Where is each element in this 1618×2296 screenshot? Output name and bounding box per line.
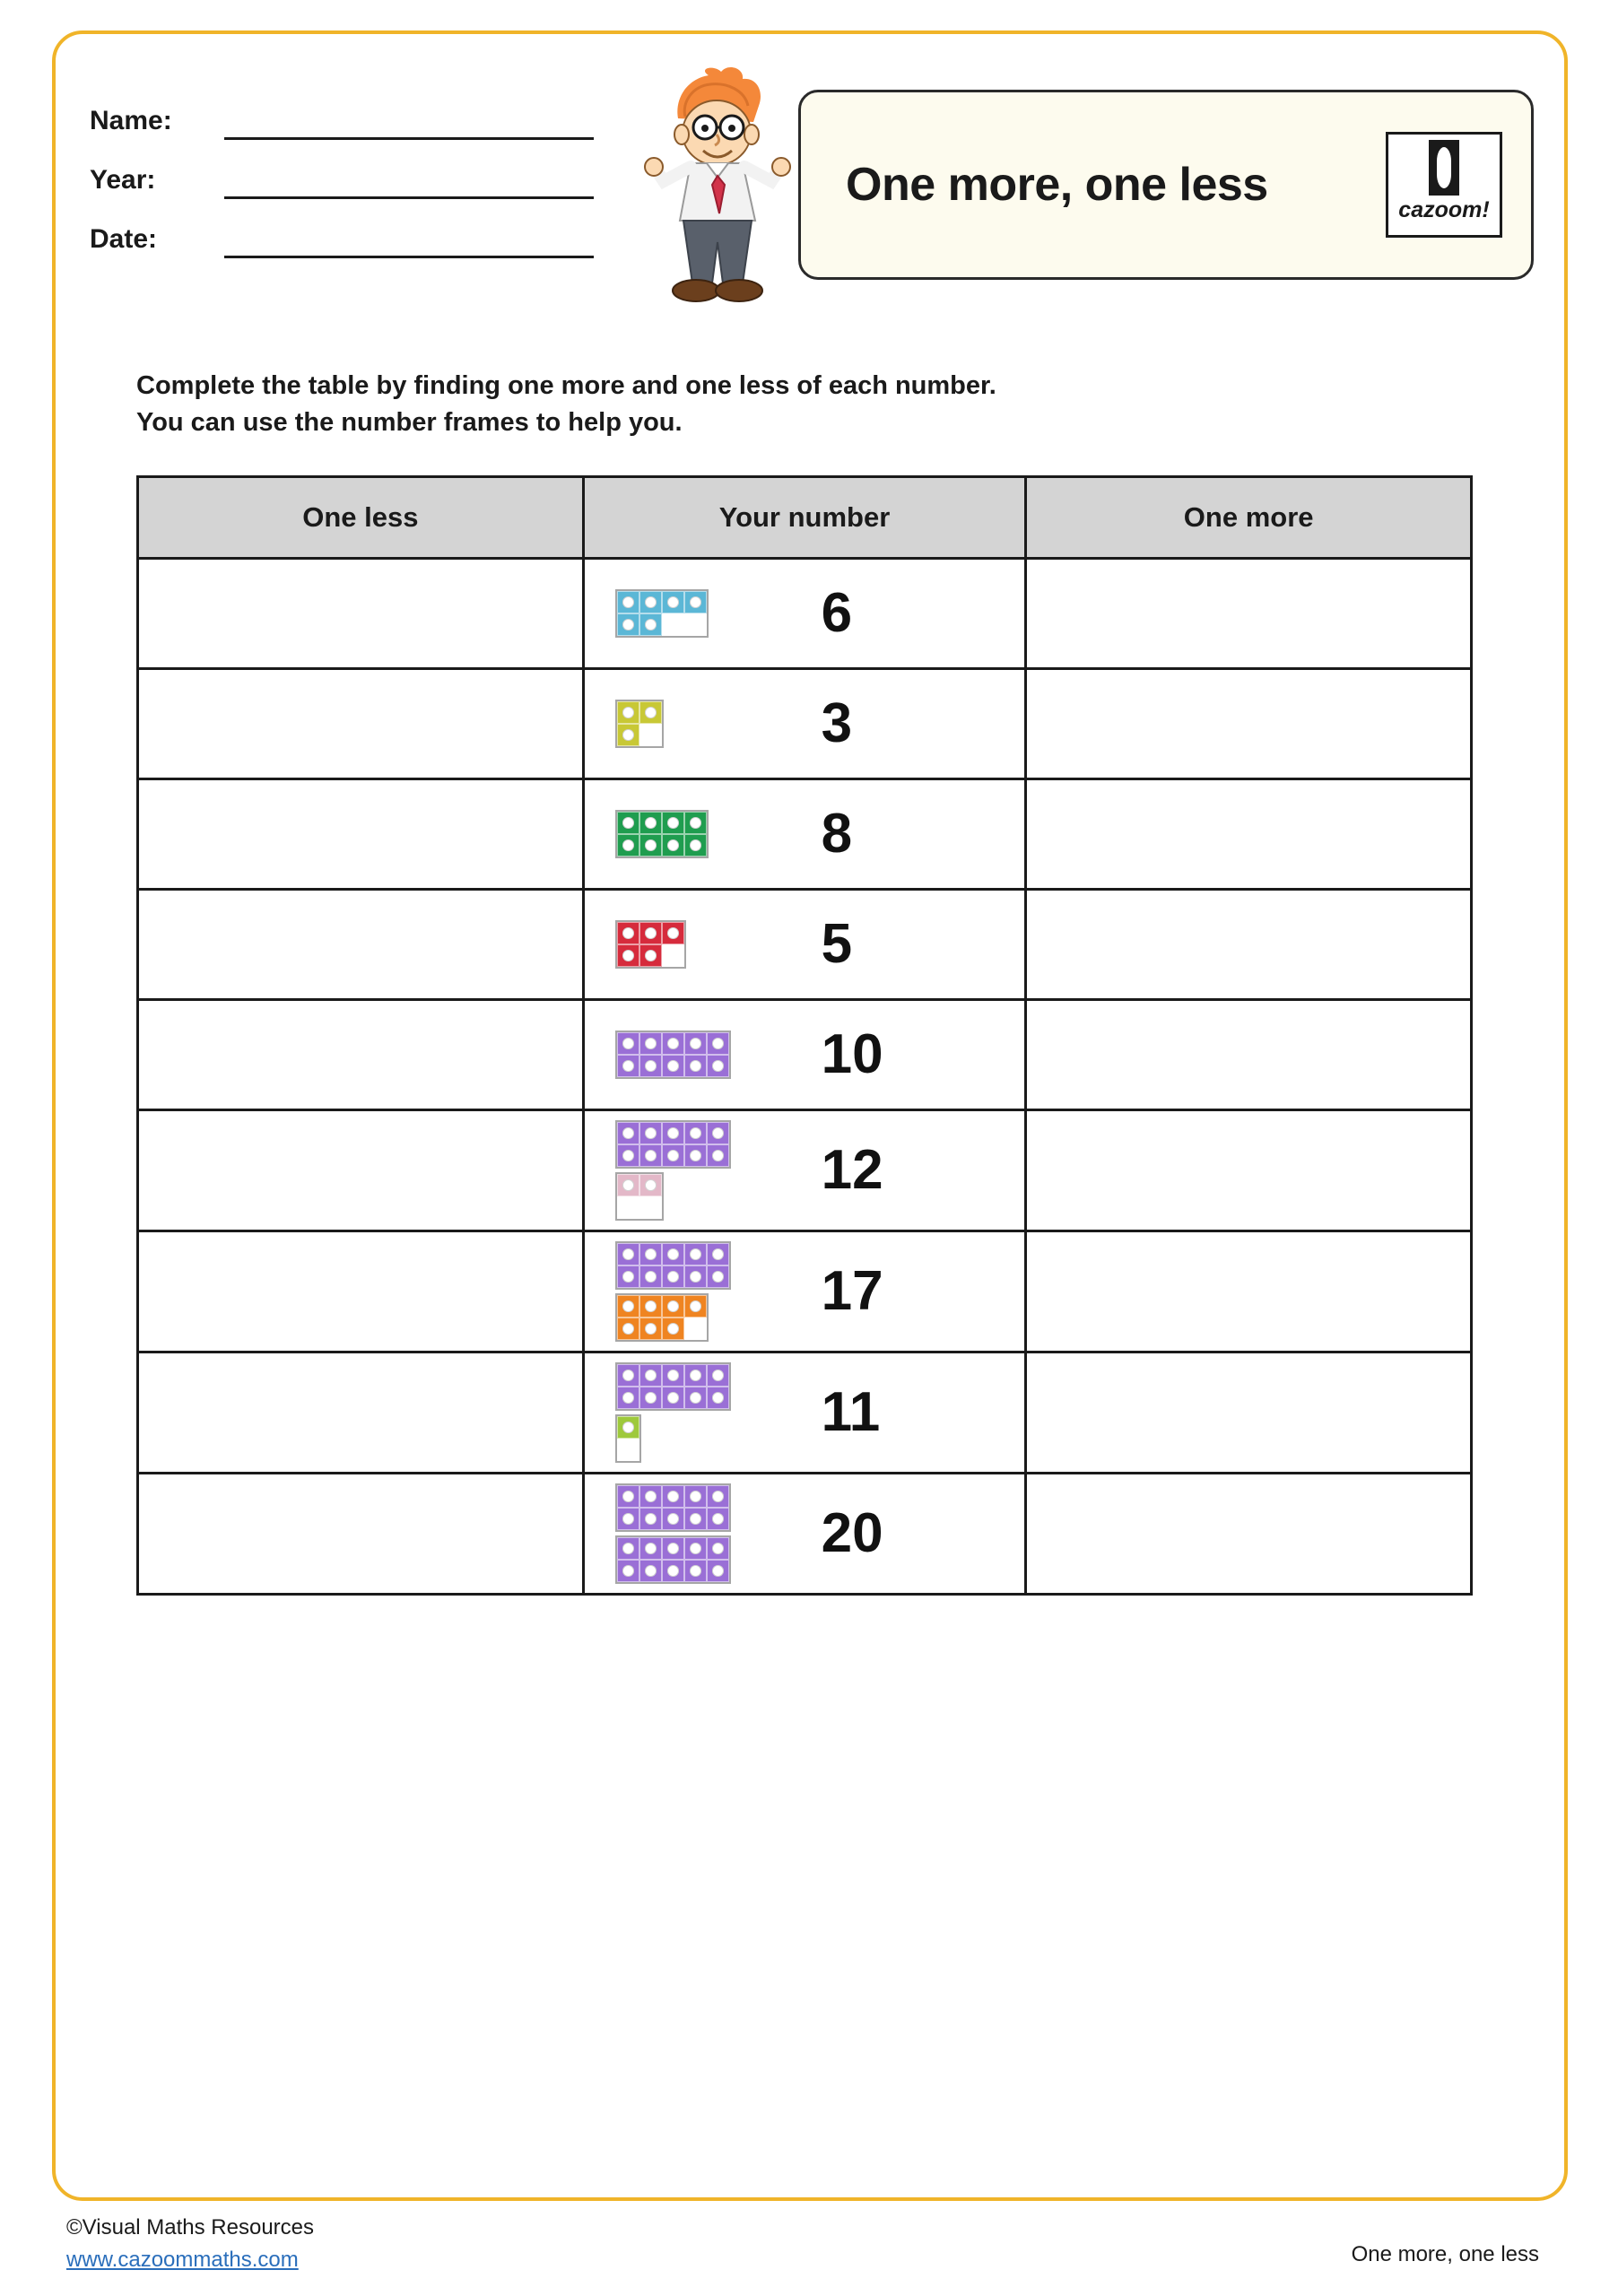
frame-cell-filled xyxy=(639,922,662,944)
frame-hole xyxy=(667,1370,679,1381)
frame-cell-filled xyxy=(617,591,639,613)
frame-cell-filled xyxy=(662,1485,684,1508)
one-less-answer-cell[interactable] xyxy=(138,1474,584,1595)
field-year-label: Year: xyxy=(90,165,156,195)
number-value: 8 xyxy=(821,803,853,865)
frame-cell-filled xyxy=(617,1416,639,1439)
field-year-input[interactable] xyxy=(224,161,594,199)
title-box xyxy=(798,90,1534,280)
one-more-answer-cell[interactable] xyxy=(1026,1231,1472,1352)
frame-cell-filled xyxy=(707,1560,729,1582)
frame-cell-empty xyxy=(684,613,707,636)
frame-hole xyxy=(667,839,679,851)
number-frames-group xyxy=(615,1031,795,1079)
number-frames-group xyxy=(615,1120,795,1221)
frame-hole xyxy=(690,1271,701,1283)
frame-cell-filled xyxy=(617,1560,639,1582)
frame-cell-filled xyxy=(617,1032,639,1055)
number-frames-group xyxy=(615,700,795,748)
number-frames-group xyxy=(615,810,795,858)
frame-hole xyxy=(622,1179,634,1191)
frame-hole xyxy=(622,1491,634,1502)
frame-hole xyxy=(690,1370,701,1381)
frame-hole xyxy=(712,1513,724,1525)
frame-hole xyxy=(667,596,679,608)
frame-cell-filled xyxy=(617,1318,639,1340)
frame-cell-filled xyxy=(684,1485,707,1508)
frame-cell-filled xyxy=(617,1174,639,1196)
table-row xyxy=(138,1474,1472,1595)
footer-sheet-title: One more, one less xyxy=(1351,2242,1539,2266)
number-value: 11 xyxy=(821,1381,881,1443)
footer-left xyxy=(66,2212,314,2276)
frame-cell-filled xyxy=(617,944,639,967)
frame-cell-filled xyxy=(684,1560,707,1582)
frame-hole xyxy=(712,1392,724,1404)
frame-cell-filled xyxy=(684,834,707,857)
frame-cell-filled xyxy=(639,1055,662,1077)
frame-cell-filled xyxy=(639,701,662,724)
frame-hole xyxy=(690,596,701,608)
field-name-input[interactable] xyxy=(224,101,594,140)
frame-hole xyxy=(712,1565,724,1577)
frame-hole xyxy=(622,1565,634,1577)
frame-cell-filled xyxy=(684,1364,707,1387)
frame-cell-filled xyxy=(662,922,684,944)
frame-cell-filled xyxy=(662,1243,684,1265)
frame-cell-filled xyxy=(639,1318,662,1340)
column-header-one-less: One less xyxy=(138,477,584,559)
frame-cell-filled xyxy=(617,1364,639,1387)
frame-cell-filled xyxy=(684,1243,707,1265)
number-frame xyxy=(615,1414,641,1463)
frame-cell-filled xyxy=(617,1485,639,1508)
frame-cell-filled xyxy=(707,1508,729,1530)
frame-hole xyxy=(622,1323,634,1335)
one-less-answer-cell[interactable] xyxy=(138,669,584,779)
table-row xyxy=(138,779,1472,890)
frame-cell-filled xyxy=(639,812,662,834)
frame-hole xyxy=(690,1565,701,1577)
number-frame xyxy=(615,1483,731,1532)
frame-hole xyxy=(622,1370,634,1381)
frame-hole xyxy=(667,1323,679,1335)
frame-hole xyxy=(712,1060,724,1072)
frame-hole xyxy=(667,1543,679,1554)
one-more-answer-cell[interactable] xyxy=(1026,890,1472,1000)
frame-hole xyxy=(622,1543,634,1554)
number-frames-group xyxy=(615,1362,795,1463)
frame-hole xyxy=(667,1513,679,1525)
frame-hole xyxy=(645,1038,657,1049)
teacher-mascot-icon xyxy=(628,63,807,323)
number-frame xyxy=(615,920,686,969)
frame-hole xyxy=(622,1271,634,1283)
frame-hole xyxy=(622,1248,634,1260)
frame-hole xyxy=(712,1038,724,1049)
your-number-cell xyxy=(583,890,1026,1000)
instructions xyxy=(136,368,1482,441)
frame-hole xyxy=(712,1491,724,1502)
frame-cell-empty xyxy=(662,613,684,636)
frame-hole xyxy=(645,1300,657,1312)
number-frame xyxy=(615,1031,731,1079)
instructions-line-1: Complete the table by finding one more and one less of each number. xyxy=(136,371,996,400)
frame-hole xyxy=(622,729,634,741)
frame-cell-filled xyxy=(617,701,639,724)
one-less-answer-cell[interactable] xyxy=(138,1231,584,1352)
frame-hole xyxy=(645,1491,657,1502)
frame-cell-filled xyxy=(662,1032,684,1055)
frame-cell-filled xyxy=(707,1144,729,1167)
frame-cell-filled xyxy=(684,1265,707,1288)
frame-cell-filled xyxy=(639,1537,662,1560)
number-frame xyxy=(615,1535,731,1584)
frame-hole xyxy=(645,1060,657,1072)
frame-cell-filled xyxy=(684,1537,707,1560)
your-number-cell xyxy=(583,669,1026,779)
frame-cell-filled xyxy=(617,1243,639,1265)
frame-hole xyxy=(622,1150,634,1161)
frame-cell-filled xyxy=(639,1265,662,1288)
frame-hole xyxy=(622,817,634,829)
website-link[interactable]: www.cazoommaths.com xyxy=(66,2248,299,2272)
frame-cell-filled xyxy=(662,834,684,857)
field-date xyxy=(90,199,610,258)
frame-cell-filled xyxy=(617,812,639,834)
frame-cell-filled xyxy=(639,1243,662,1265)
frame-hole xyxy=(667,1127,679,1139)
field-date-input[interactable] xyxy=(224,220,594,258)
frame-hole xyxy=(667,1565,679,1577)
one-less-answer-cell[interactable] xyxy=(138,779,584,890)
frame-cell-filled xyxy=(662,591,684,613)
frame-cell-filled xyxy=(684,591,707,613)
frame-cell-filled xyxy=(707,1055,729,1077)
one-more-answer-cell[interactable] xyxy=(1026,1474,1472,1595)
frame-hole xyxy=(622,1422,634,1433)
one-more-answer-cell[interactable] xyxy=(1026,559,1472,669)
frame-hole xyxy=(622,1513,634,1525)
one-less-answer-cell[interactable] xyxy=(138,1000,584,1110)
frame-cell-filled xyxy=(684,1055,707,1077)
number-frame xyxy=(615,810,709,858)
frame-hole xyxy=(690,1127,701,1139)
frame-cell-filled xyxy=(707,1364,729,1387)
frame-hole xyxy=(690,1543,701,1554)
page-title: One more, one less xyxy=(846,159,1268,211)
number-value: 3 xyxy=(821,692,853,754)
your-number-cell xyxy=(583,1231,1026,1352)
frame-cell-empty xyxy=(639,1196,662,1219)
frame-hole xyxy=(645,1323,657,1335)
frame-hole xyxy=(667,1491,679,1502)
frame-hole xyxy=(645,1392,657,1404)
frame-cell-filled xyxy=(684,1122,707,1144)
number-frame xyxy=(615,1172,664,1221)
table-body xyxy=(138,559,1472,1595)
frame-cell-filled xyxy=(662,1265,684,1288)
field-name xyxy=(90,81,610,140)
number-frame xyxy=(615,1362,731,1411)
frame-cell-filled xyxy=(617,724,639,746)
one-more-answer-cell[interactable] xyxy=(1026,1352,1472,1474)
frame-cell-filled xyxy=(707,1387,729,1409)
frame-hole xyxy=(667,1271,679,1283)
frame-cell-empty xyxy=(617,1439,639,1461)
frame-cell-filled xyxy=(707,1122,729,1144)
worksheet-header xyxy=(90,72,1534,305)
frame-cell-filled xyxy=(684,1387,707,1409)
frame-cell-filled xyxy=(662,1144,684,1167)
frame-hole xyxy=(622,619,634,631)
frame-cell-filled xyxy=(617,1265,639,1288)
frame-cell-empty xyxy=(617,1196,639,1219)
one-less-answer-cell[interactable] xyxy=(138,559,584,669)
number-frames-group xyxy=(615,589,795,638)
your-number-cell xyxy=(583,559,1026,669)
frame-hole xyxy=(622,1392,634,1404)
frame-hole xyxy=(667,1060,679,1072)
frame-cell-filled xyxy=(617,1387,639,1409)
cazoom-logo xyxy=(1386,132,1502,238)
frame-cell-filled xyxy=(707,1265,729,1288)
frame-cell-filled xyxy=(617,834,639,857)
one-less-answer-cell[interactable] xyxy=(138,1352,584,1474)
number-value: 17 xyxy=(821,1260,883,1322)
frame-cell-filled xyxy=(639,1364,662,1387)
frame-cell-filled xyxy=(662,1508,684,1530)
frame-hole xyxy=(690,1248,701,1260)
frame-hole xyxy=(645,1271,657,1283)
field-name-label: Name: xyxy=(90,106,172,135)
frame-hole xyxy=(645,950,657,961)
frame-cell-filled xyxy=(617,1295,639,1318)
frame-hole xyxy=(712,1370,724,1381)
frame-hole xyxy=(645,927,657,939)
frame-hole xyxy=(645,1248,657,1260)
your-number-cell xyxy=(583,1352,1026,1474)
your-number-cell xyxy=(583,1474,1026,1595)
frame-cell-filled xyxy=(662,1295,684,1318)
frame-hole xyxy=(645,1543,657,1554)
frame-cell-filled xyxy=(662,812,684,834)
frame-cell-filled xyxy=(639,1387,662,1409)
frame-hole xyxy=(667,1300,679,1312)
frame-cell-empty xyxy=(639,724,662,746)
number-frame xyxy=(615,1120,731,1169)
frame-hole xyxy=(645,1370,657,1381)
frame-cell-filled xyxy=(707,1537,729,1560)
one-more-answer-cell[interactable] xyxy=(1026,1000,1472,1110)
frame-hole xyxy=(622,1127,634,1139)
frame-cell-filled xyxy=(639,1295,662,1318)
frame-cell-filled xyxy=(639,1508,662,1530)
frame-cell-filled xyxy=(684,1295,707,1318)
column-header-one-more: One more xyxy=(1026,477,1472,559)
frame-hole xyxy=(645,1179,657,1191)
frame-hole xyxy=(622,1038,634,1049)
frame-cell-filled xyxy=(639,1174,662,1196)
table-row xyxy=(138,1231,1472,1352)
table-row xyxy=(138,669,1472,779)
frame-cell-filled xyxy=(662,1055,684,1077)
frame-hole xyxy=(712,1271,724,1283)
frame-hole xyxy=(645,707,657,718)
frame-cell-filled xyxy=(617,1055,639,1077)
one-less-answer-cell[interactable] xyxy=(138,890,584,1000)
frame-hole xyxy=(622,927,634,939)
frame-cell-empty xyxy=(662,944,684,967)
frame-cell-filled xyxy=(662,1122,684,1144)
frame-cell-filled xyxy=(684,1508,707,1530)
frame-hole xyxy=(645,1150,657,1161)
column-header-your-number: Your number xyxy=(583,477,1026,559)
frame-hole xyxy=(667,817,679,829)
student-fields xyxy=(90,81,610,258)
number-value: 20 xyxy=(821,1502,883,1564)
frame-cell-filled xyxy=(639,1485,662,1508)
frame-hole xyxy=(712,1248,724,1260)
number-value: 5 xyxy=(821,913,853,975)
frame-hole xyxy=(645,1513,657,1525)
frame-cell-filled xyxy=(617,1122,639,1144)
frame-cell-filled xyxy=(662,1537,684,1560)
frame-cell-filled xyxy=(639,1122,662,1144)
frame-hole xyxy=(667,1248,679,1260)
number-frames-group xyxy=(615,920,795,969)
frame-cell-filled xyxy=(617,922,639,944)
your-number-cell xyxy=(583,779,1026,890)
logo-wordmark: cazoom! xyxy=(1398,197,1490,222)
frame-hole xyxy=(690,1513,701,1525)
frame-cell-filled xyxy=(662,1318,684,1340)
frame-hole xyxy=(690,1392,701,1404)
field-date-label: Date: xyxy=(90,224,158,254)
one-less-answer-cell[interactable] xyxy=(138,1110,584,1231)
frame-cell-filled xyxy=(684,812,707,834)
frame-cell-filled xyxy=(662,1560,684,1582)
frame-cell-filled xyxy=(639,1032,662,1055)
frame-cell-filled xyxy=(617,1508,639,1530)
frame-cell-filled xyxy=(617,613,639,636)
number-value: 10 xyxy=(821,1023,883,1085)
frame-hole xyxy=(667,1150,679,1161)
frame-cell-empty xyxy=(684,1318,707,1340)
frame-hole xyxy=(645,1127,657,1139)
your-number-cell xyxy=(583,1000,1026,1110)
frame-cell-filled xyxy=(662,1364,684,1387)
frame-hole xyxy=(690,817,701,829)
frame-cell-filled xyxy=(617,1537,639,1560)
frame-hole xyxy=(645,596,657,608)
frame-hole xyxy=(645,817,657,829)
table-row xyxy=(138,559,1472,669)
frame-hole xyxy=(690,1038,701,1049)
frame-hole xyxy=(690,1150,701,1161)
table-row xyxy=(138,1000,1472,1110)
field-year xyxy=(90,140,610,199)
logo-mark-icon xyxy=(1429,140,1459,196)
number-frame xyxy=(615,1241,731,1290)
table-row xyxy=(138,1110,1472,1231)
frame-cell-filled xyxy=(639,1144,662,1167)
table-row xyxy=(138,890,1472,1000)
frame-cell-filled xyxy=(662,1387,684,1409)
frame-cell-filled xyxy=(707,1243,729,1265)
one-more-answer-cell[interactable] xyxy=(1026,1110,1472,1231)
number-value: 12 xyxy=(821,1139,883,1201)
frame-cell-filled xyxy=(639,613,662,636)
frame-hole xyxy=(667,927,679,939)
frame-hole xyxy=(622,1300,634,1312)
frame-hole xyxy=(690,1060,701,1072)
frame-hole xyxy=(667,1392,679,1404)
frame-hole xyxy=(622,1060,634,1072)
number-value: 6 xyxy=(821,582,853,644)
number-frames-group xyxy=(615,1483,795,1584)
instructions-line-2: You can use the number frames to help you. xyxy=(136,408,683,438)
frame-cell-filled xyxy=(639,591,662,613)
table-row xyxy=(138,1352,1472,1474)
one-more-answer-cell[interactable] xyxy=(1026,779,1472,890)
frame-hole xyxy=(712,1127,724,1139)
copyright-text: ©Visual Maths Resources xyxy=(66,2215,315,2239)
frame-cell-filled xyxy=(617,1144,639,1167)
frame-hole xyxy=(667,1038,679,1049)
frame-cell-filled xyxy=(707,1485,729,1508)
frame-hole xyxy=(622,707,634,718)
frame-hole xyxy=(622,950,634,961)
number-frame xyxy=(615,700,664,748)
frame-cell-filled xyxy=(639,834,662,857)
frame-hole xyxy=(712,1543,724,1554)
number-frames-group xyxy=(615,1241,795,1342)
frame-cell-filled xyxy=(684,1144,707,1167)
table-header-row xyxy=(138,477,1472,559)
frame-cell-filled xyxy=(639,1560,662,1582)
frame-hole xyxy=(645,839,657,851)
frame-hole xyxy=(622,839,634,851)
frame-hole xyxy=(712,1150,724,1161)
frame-cell-filled xyxy=(639,944,662,967)
worksheet-table-wrap xyxy=(136,475,1473,1596)
frame-hole xyxy=(645,619,657,631)
frame-hole xyxy=(690,1300,701,1312)
worksheet-table xyxy=(136,475,1473,1596)
frame-cell-filled xyxy=(707,1032,729,1055)
one-more-answer-cell[interactable] xyxy=(1026,669,1472,779)
number-frame xyxy=(615,1293,709,1342)
frame-cell-filled xyxy=(684,1032,707,1055)
frame-hole xyxy=(690,1491,701,1502)
frame-hole xyxy=(645,1565,657,1577)
number-frame xyxy=(615,589,709,638)
frame-hole xyxy=(690,839,701,851)
frame-hole xyxy=(622,596,634,608)
your-number-cell xyxy=(583,1110,1026,1231)
